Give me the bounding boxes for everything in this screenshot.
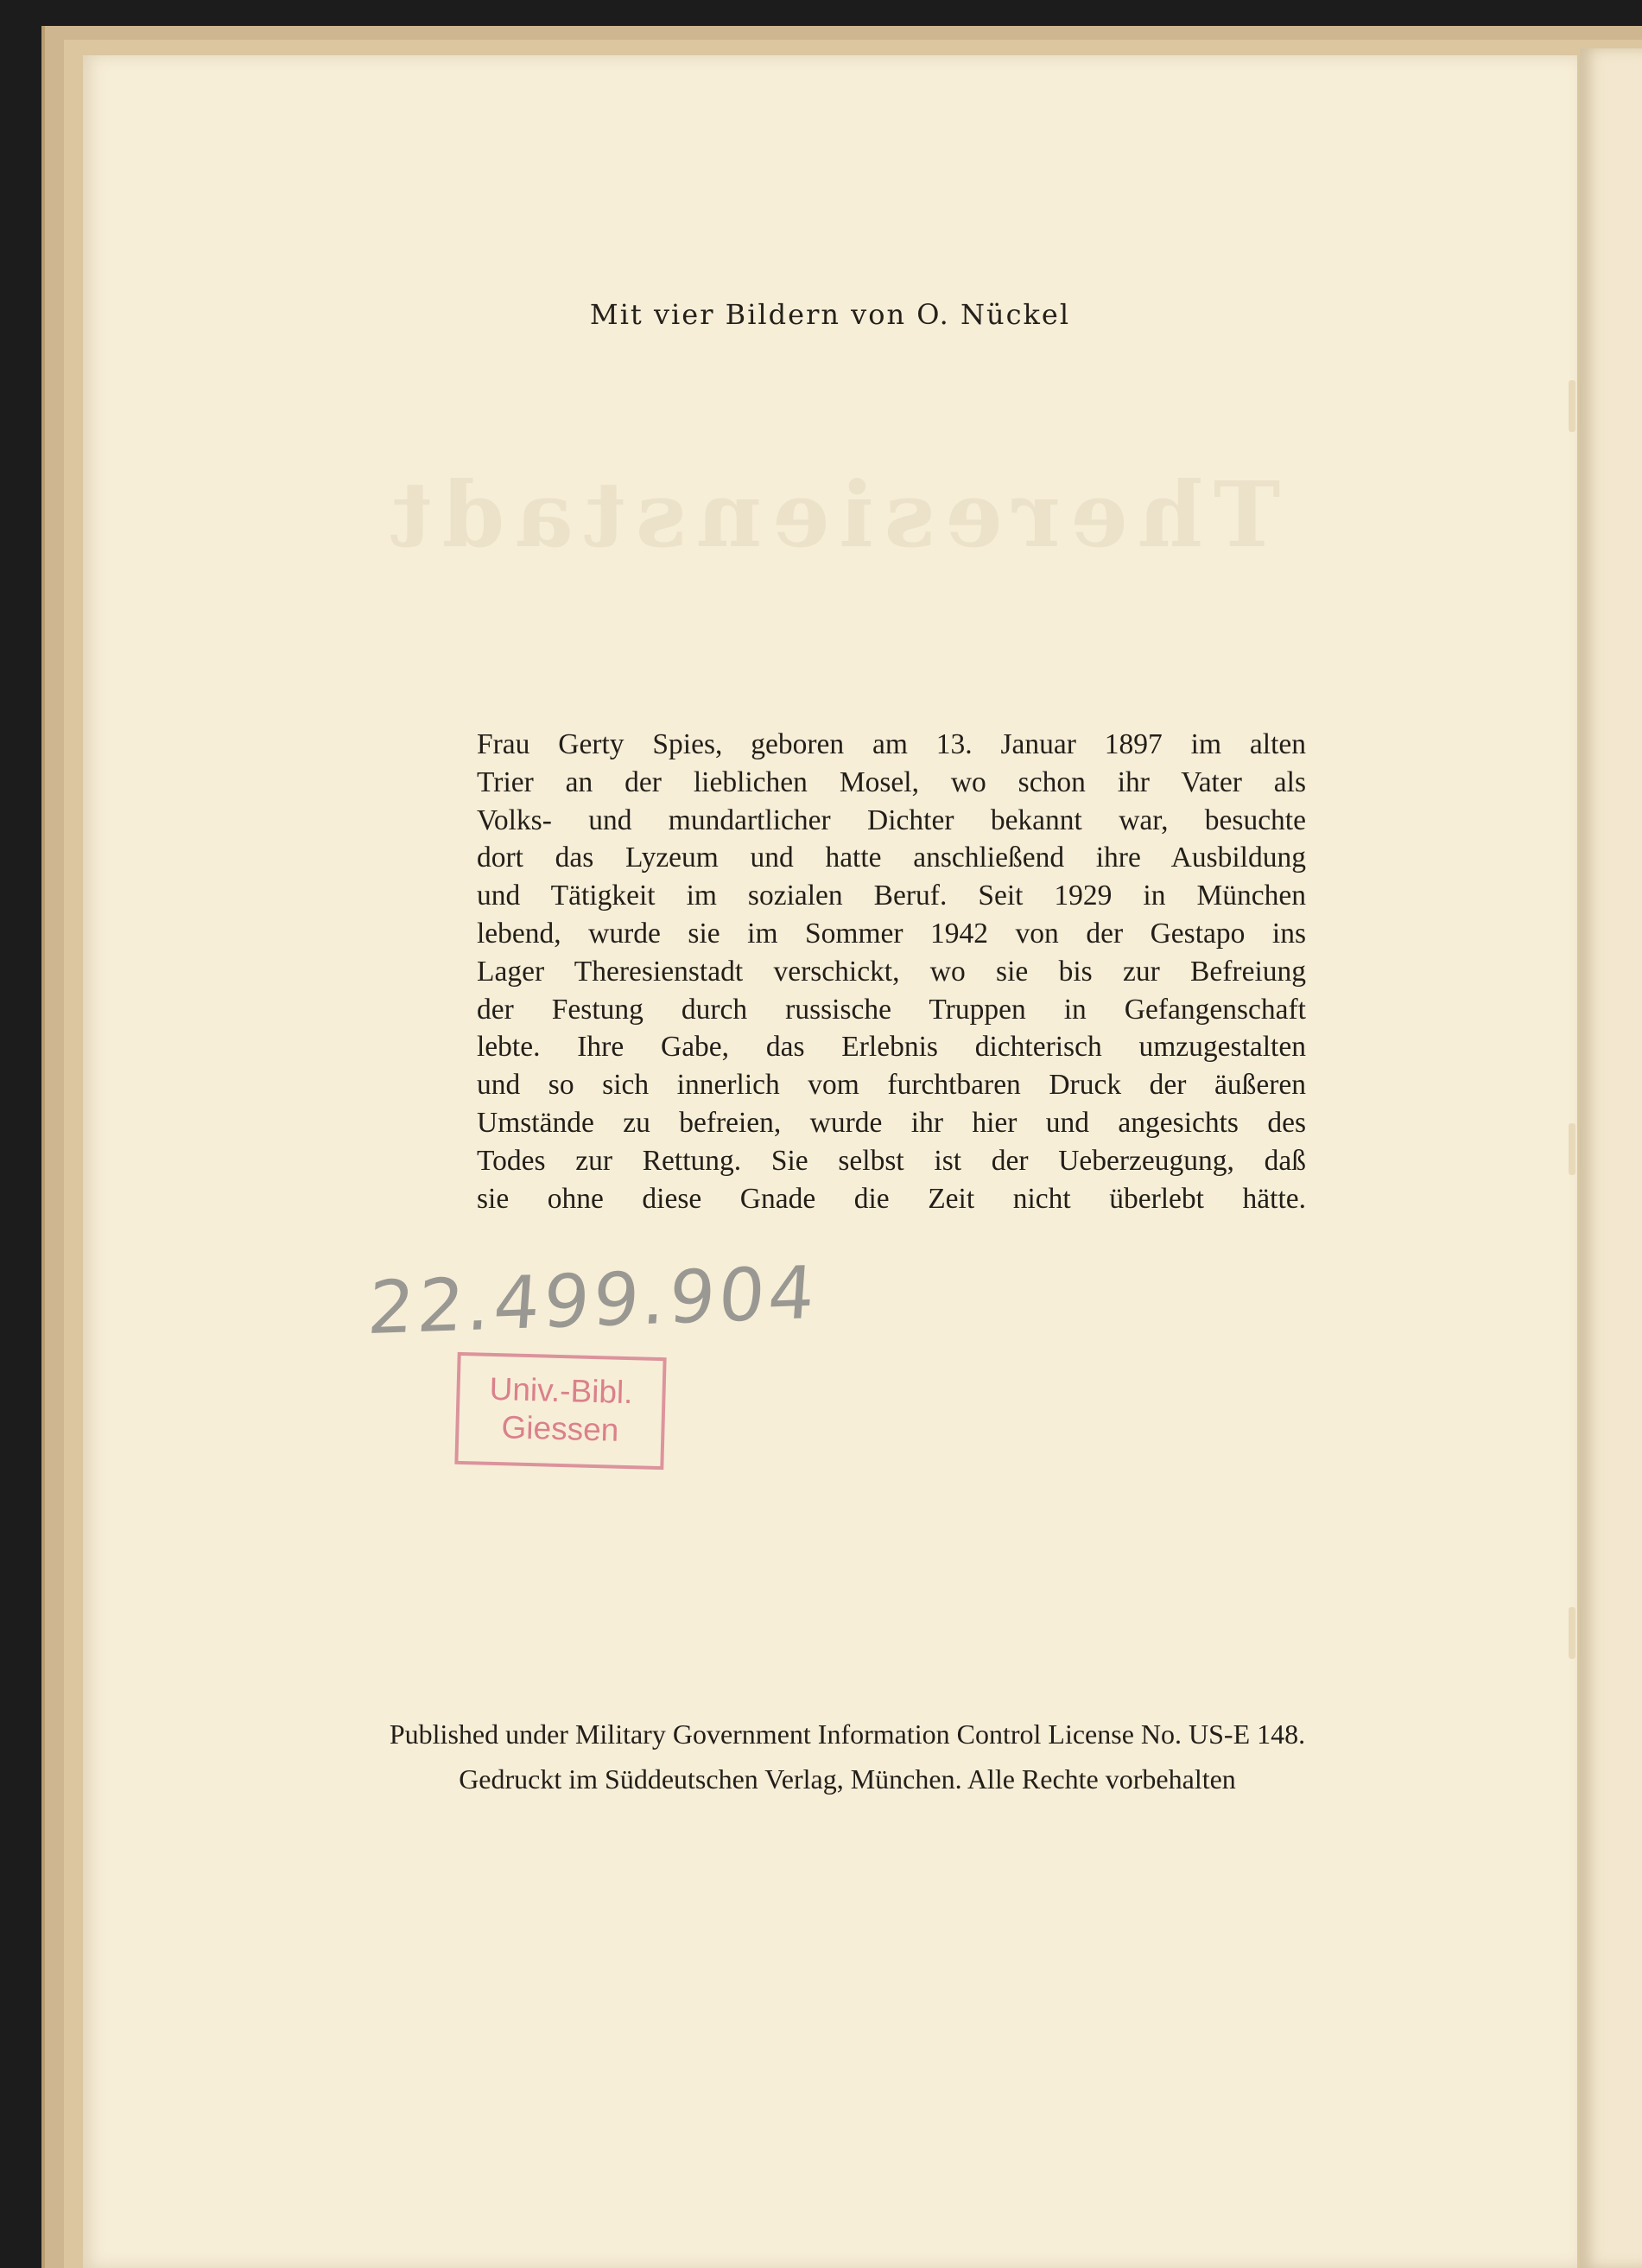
- biography-line: lebend, wurde sie im Sommer 1942 von der Gestapo ins: [477, 917, 1306, 950]
- biography-line: sie ohne diese Gnade die Zeit nicht überlebt hätte.: [477, 1182, 1306, 1215]
- gutter-mark: [1569, 1607, 1575, 1659]
- imprint-license: Published under Military Government Information Control License No. US-E 148.: [389, 1718, 1306, 1750]
- show-through-title: Theresienstadt: [379, 461, 1281, 568]
- biography-line: Volks- und mundartlicher Dichter bekannt war, besuchte: [477, 804, 1306, 836]
- biography-line: der Festung durch russische Truppen in Gefangenschaft: [477, 993, 1306, 1026]
- pencil-shelfmark: 22.499.904: [365, 1249, 821, 1351]
- stamp-line: Giessen: [501, 1409, 619, 1448]
- biography-line: Umstände zu befreien, wurde ihr hier und angesichts des: [477, 1106, 1306, 1139]
- stamp-line: Univ.-Bibl.: [489, 1370, 634, 1411]
- biography-line: und so sich innerlich vom furchtbaren Druck der äußeren: [477, 1069, 1306, 1102]
- biography-line: dort das Lyzeum und hatte anschließend ihre Ausbildung: [477, 842, 1306, 874]
- next-page-edge: [1577, 48, 1642, 2268]
- biography-line: und Tätigkeit im sozialen Beruf. Seit 1929 in München: [477, 880, 1306, 912]
- biography-paragraph: [477, 726, 1306, 1217]
- biography-line: lebte. Ihre Gabe, das Erlebnis dichterisch umzugestalten: [477, 1031, 1306, 1064]
- imprint-publisher: Gedruckt im Süddeutschen Verlag, München. Alle Rechte vorbehalten: [459, 1763, 1236, 1795]
- page-subtitle: Mit vier Bildern von O. Nückel: [589, 298, 1071, 331]
- biography-line: Trier an der lieblichen Mosel, wo schon ihr Vater als: [477, 766, 1306, 798]
- gutter-mark: [1569, 380, 1575, 432]
- gutter-mark: [1569, 1123, 1575, 1175]
- biography-line: Lager Theresienstadt verschickt, wo sie bis zur Befreiung: [477, 955, 1306, 988]
- library-stamp: [454, 1352, 666, 1470]
- biography-line: Todes zur Rettung. Sie selbst ist der Ueberzeugung, daß: [477, 1144, 1306, 1177]
- book-page: [83, 55, 1577, 2268]
- biography-line: Frau Gerty Spies, geboren am 13. Januar 1897 im alten: [477, 728, 1306, 760]
